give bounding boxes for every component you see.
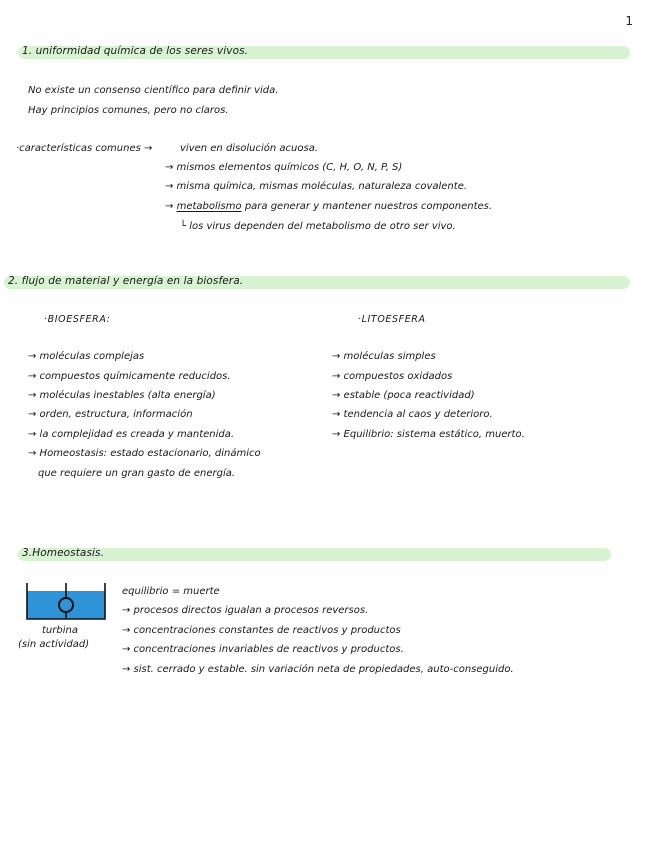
bioesfera-item-5: → la complejidad es creada y mantenida. xyxy=(28,429,235,440)
bioesfera-item-4: → orden, estructura, información xyxy=(28,409,193,420)
bioesfera-item-1: → moléculas complejas xyxy=(28,351,145,362)
section1-item-2: → mismos elementos químicos (C, H, O, N, P, S) xyxy=(165,162,403,173)
section1-note: └ los virus dependen del metabolismo de otro ser vivo. xyxy=(180,221,456,232)
litoesfera-item-4: → tendencia al caos y deterioro. xyxy=(332,409,493,420)
metabolismo-term: metabolismo xyxy=(176,201,242,212)
litoesfera-item-5: → Equilibrio: sistema estático, muerto. xyxy=(332,429,525,440)
section1-item-4-arrow: → xyxy=(165,201,174,212)
litoesfera-item-2: → compuestos oxidados xyxy=(332,371,453,382)
page-number: 1 xyxy=(625,14,633,28)
equilibrium-definition: equilibrio = muerte xyxy=(122,586,220,597)
section2-heading: 2. flujo de material y energía en la biosfera. xyxy=(8,275,244,287)
section1-heading: 1. uniformidad química de los seres vivos. xyxy=(22,45,249,57)
section3-item-2: → concentraciones constantes de reactivos y productos xyxy=(122,625,401,636)
turbine-icon xyxy=(59,598,73,612)
litoesfera-item-1: → moléculas simples xyxy=(332,351,436,362)
section1-intro-2: Hay principios comunes, pero no claros. xyxy=(28,105,229,116)
section3-highlight xyxy=(18,548,611,561)
section1-intro-1: No existe un consenso científico para definir vida. xyxy=(28,85,279,96)
section1-item-1: viven en disolución acuosa. xyxy=(180,143,319,154)
section3-item-1: → procesos directos igualan a procesos reversos. xyxy=(122,605,369,616)
turbine-label: turbina xyxy=(42,625,78,636)
bioesfera-item-2: → compuestos químicamente reducidos. xyxy=(28,371,231,382)
bioesfera-title: ·BIOESFERA: xyxy=(44,314,111,325)
bioesfera-item-7: que requiere un gran gasto de energía. xyxy=(38,468,236,479)
section1-list-label: ·características comunes → xyxy=(16,143,153,154)
section3-heading: 3.Homeostasis. xyxy=(22,547,105,559)
litoesfera-title: ·LITOESFERA xyxy=(358,314,426,325)
litoesfera-item-3: → estable (poca reactividad) xyxy=(332,390,475,401)
turbine-tank-diagram xyxy=(25,583,107,621)
section3-item-4: → sist. cerrado y estable. sin variación neta de propiedades, auto-conseguido. xyxy=(122,664,514,675)
section1-item-4 xyxy=(165,200,492,214)
section1-item-3: → misma química, mismas moléculas, naturaleza covalente. xyxy=(165,181,468,192)
section3-item-3: → concentraciones invariables de reactivos y productos. xyxy=(122,644,404,655)
bioesfera-item-6: → Homeostasis: estado estacionario, dinámico xyxy=(28,448,261,459)
bioesfera-item-3: → moléculas inestables (alta energía) xyxy=(28,390,216,401)
turbine-sublabel: (sin actividad) xyxy=(18,639,90,650)
section1-item-4-rest: para generar y mantener nuestros componentes. xyxy=(244,201,493,212)
